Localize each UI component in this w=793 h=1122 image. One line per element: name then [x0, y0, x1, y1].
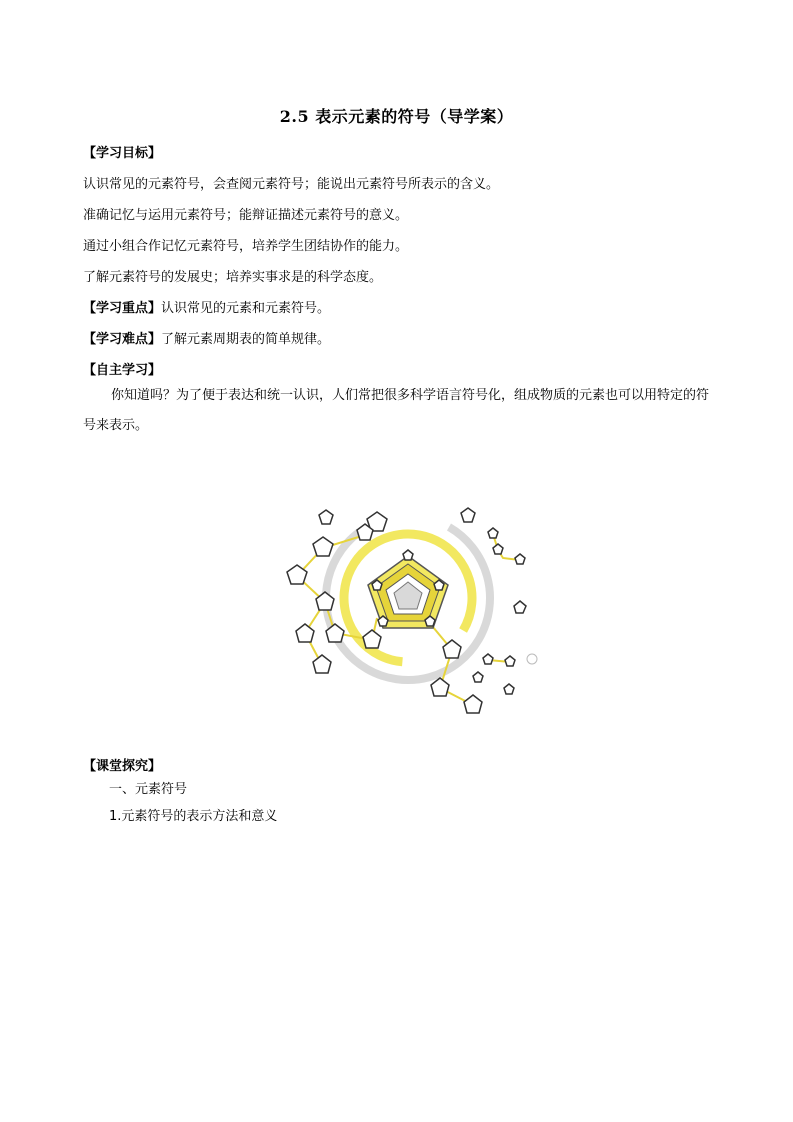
node	[473, 672, 483, 682]
node	[431, 678, 449, 696]
key-heading: 【学习重点】	[83, 301, 162, 316]
node	[504, 684, 514, 694]
goals-heading: 【学习目标】	[83, 146, 162, 161]
node	[515, 554, 525, 564]
node	[316, 592, 334, 610]
element-molecule-figure	[280, 500, 540, 720]
self-study-heading: 【自主学习】	[83, 363, 162, 378]
self-study-paragraph: 你知道吗？为了便于表达和统一认识，人们常把很多科学语言符号化，组成物质的元素也可以用特定的符号来表示。	[83, 388, 710, 433]
key-point-line	[83, 300, 330, 318]
difficulty-line	[83, 331, 330, 349]
page-title: 2.5 表示元素的符号（导学案）	[279, 107, 514, 126]
difficulty-heading: 【学习难点】	[83, 332, 162, 347]
goal-item: 了解元素符号的发展史；培养实事求是的科学态度。	[83, 270, 383, 285]
difficulty-text: 了解元素周期表的简单规律。	[161, 332, 331, 347]
inquiry-item: 一、元素符号	[109, 782, 188, 797]
node	[505, 656, 515, 666]
node	[313, 655, 331, 673]
node	[514, 601, 526, 613]
node	[488, 528, 498, 538]
node	[313, 537, 333, 556]
node	[296, 624, 314, 642]
node	[493, 544, 503, 554]
node	[363, 630, 381, 648]
goal-item: 认识常见的元素符号，会查阅元素符号；能说出元素符号所表示的含义。	[83, 177, 500, 192]
open-circle-node	[527, 654, 537, 664]
goal-item: 准确记忆与运用元素符号；能辩证描述元素符号的意义。	[83, 208, 409, 223]
node	[464, 695, 482, 713]
goal-item: 通过小组合作记忆元素符号，培养学生团结协作的能力。	[83, 239, 409, 254]
key-text: 认识常见的元素和元素符号。	[161, 301, 331, 316]
inquiry-heading: 【课堂探究】	[83, 759, 162, 774]
node	[461, 508, 475, 522]
node	[483, 654, 493, 664]
inquiry-subitem: 1.元素符号的表示方法和意义	[109, 809, 278, 824]
node	[403, 550, 413, 560]
node	[319, 510, 333, 524]
